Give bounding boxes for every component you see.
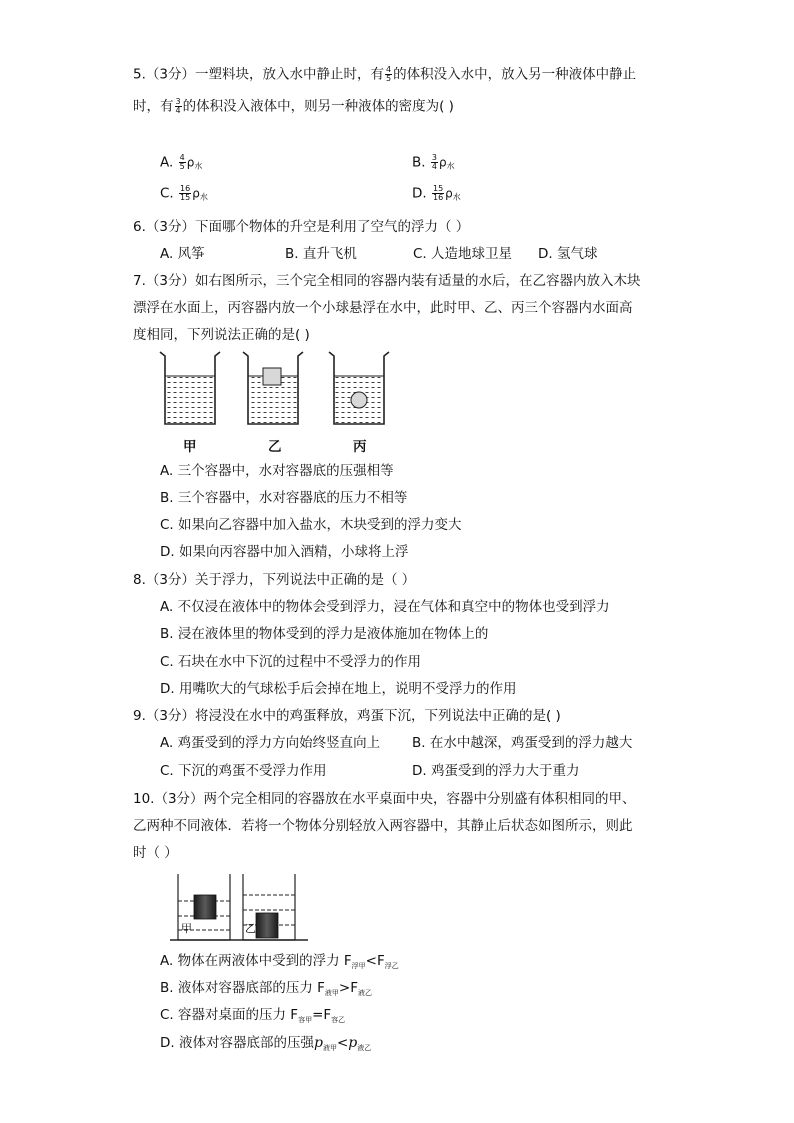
option-label: B.: [412, 154, 426, 171]
q10-option-a[interactable]: [160, 955, 399, 970]
q5-text: 的体积没入液体中，则另一种液体的密度为( ): [182, 98, 454, 115]
subscript: 容甲: [298, 1016, 313, 1024]
denominator: 16: [432, 193, 444, 202]
subscript: 浮甲: [351, 962, 366, 970]
wood-block: [263, 368, 281, 385]
question-10-line-2: 乙两种不同液体．若将一个物体分别轻放入两容器中，其静止后状态如图所示，则此: [133, 818, 633, 834]
option-text: C. 容器对桌面的压力 F: [160, 1007, 299, 1023]
question-8-stem: 8.（3分）关于浮力，下列说法中正确的是（ ）: [133, 572, 416, 588]
q8-option-a[interactable]: A. 不仅浸在液体中的物体会受到浮力，浸在气体和真空中的物体也受到浮力: [160, 599, 610, 615]
q9-option-d[interactable]: D. 鸡蛋受到的浮力大于重力: [412, 763, 580, 779]
q5-text: 5.（3分）一塑料块，放入水中静止时，有: [133, 66, 384, 83]
question-9-stem: 9.（3分）将浸没在水中的鸡蛋释放，鸡蛋下沉，下列说法中正确的是( ): [133, 708, 561, 724]
q10-option-b[interactable]: [160, 982, 372, 997]
container-bing: [329, 352, 389, 424]
numerator: 3: [175, 97, 181, 106]
label-jia: 甲: [183, 439, 197, 455]
subscript: 液乙: [357, 989, 372, 997]
option-label: C.: [160, 185, 174, 202]
numerator: 3: [431, 153, 437, 162]
numerator: 15: [432, 184, 444, 193]
q8-option-d[interactable]: D. 用嘴吹大的气球松手后会掉在地上，说明不受浮力的作用: [160, 681, 517, 697]
q5-option-d[interactable]: [412, 185, 461, 202]
numerator: 4: [179, 153, 185, 162]
q6-option-a[interactable]: A. 风筝: [160, 246, 205, 262]
small-ball: [351, 392, 367, 408]
fraction-4-5: [385, 66, 392, 83]
question-10-line-1: 10.（3分）两个完全相同的容器放在水平桌面中央，容器中分别盛有体积相同的甲、: [133, 791, 636, 807]
option-fraction: [431, 154, 438, 171]
q6-option-d[interactable]: D. 氢气球: [538, 246, 598, 262]
option-label: D.: [412, 185, 427, 202]
q5-option-c[interactable]: [160, 185, 208, 202]
option-fraction: [179, 185, 191, 202]
comparison: =F: [312, 1007, 332, 1023]
denominator: 5: [385, 74, 392, 83]
q5-option-b[interactable]: [412, 154, 455, 171]
label-yi: 乙: [268, 439, 282, 455]
option-text: D. 液体对容器底部的压强: [160, 1035, 314, 1051]
option-text: A. 物体在两液体中受到的浮力 F: [160, 953, 352, 969]
container-yi: [243, 352, 303, 424]
q5-text: 的体积没入水中，放入另一种液体中静止: [393, 66, 637, 83]
option-fraction: [179, 154, 186, 171]
subscript: 浮乙: [384, 962, 399, 970]
object-block: [194, 895, 216, 919]
q7-option-c[interactable]: C. 如果向乙容器中加入盐水，木块受到的浮力变大: [160, 517, 462, 533]
subscript: 液甲: [322, 1044, 337, 1052]
container-jia: [160, 352, 220, 424]
question-5-line-1: [133, 66, 636, 83]
option-fraction: [432, 185, 444, 202]
q9-option-b[interactable]: B. 在水中越深，鸡蛋受到的浮力越大: [412, 735, 633, 751]
q7-option-a[interactable]: A. 三个容器中，水对容器底的压强相等: [160, 463, 394, 479]
q5-text: 时，有: [133, 98, 174, 115]
option-text: B. 液体对容器底部的压力 F: [160, 980, 325, 996]
three-containers-figure: [155, 350, 405, 432]
object-block: [256, 913, 278, 938]
subscript: 水: [446, 161, 455, 171]
question-7-line-1: 7.（3分）如右图所示，三个完全相同的容器内装有适量的水后，在乙容器内放入木块: [133, 273, 641, 289]
comparison: >F: [338, 980, 358, 996]
subscript: 液乙: [357, 1044, 372, 1052]
numerator: 4: [385, 65, 392, 74]
subscript: 容乙: [331, 1016, 346, 1024]
q8-option-c[interactable]: C. 石块在水中下沉的过程中不受浮力的作用: [160, 654, 422, 670]
label-jia-10: 甲: [181, 922, 192, 935]
subscript: 水: [199, 192, 208, 202]
rho-symbol: ρ: [438, 155, 447, 170]
q10-option-d[interactable]: [160, 1036, 371, 1052]
comparison: <F: [365, 953, 385, 969]
denominator: 4: [431, 162, 437, 171]
question-7-line-2: 漂浮在水面上，丙容器内放一个小球悬浮在水中，此时甲、乙、丙三个容器内水面高: [133, 300, 633, 316]
q5-option-a[interactable]: [160, 154, 202, 171]
rho-symbol: ρ: [186, 155, 195, 170]
subscript: 水: [452, 192, 461, 202]
q9-option-c[interactable]: C. 下沉的鸡蛋不受浮力作用: [160, 763, 327, 779]
rho-symbol: ρ: [445, 186, 453, 201]
q7-option-b[interactable]: B. 三个容器中，水对容器底的压力不相等: [160, 490, 408, 506]
numerator: 16: [180, 184, 191, 193]
q9-option-a[interactable]: A. 鸡蛋受到的浮力方向始终竖直向上: [160, 735, 381, 751]
denominator: 15: [180, 193, 191, 202]
q7-option-d[interactable]: D. 如果向丙容器中加入酒精，小球将上浮: [160, 544, 409, 560]
label-yi-10: 乙: [245, 922, 256, 935]
label-bing: 丙: [353, 439, 367, 455]
subscript: 水: [194, 161, 203, 171]
comparison: <: [336, 1035, 349, 1051]
denominator: 4: [175, 106, 181, 115]
pressure-symbol: p: [313, 1035, 323, 1051]
q8-option-b[interactable]: B. 浸在液体里的物体受到的浮力是液体施加在物体上的: [160, 626, 489, 642]
fraction-3-4: [175, 98, 182, 115]
question-6-stem: 6.（3分）下面哪个物体的升空是利用了空气的浮力（ ）: [133, 219, 470, 235]
question-7-line-3: 度相同，下列说法正确的是( ): [133, 327, 310, 343]
pressure-symbol: p: [348, 1035, 358, 1051]
denominator: 5: [179, 162, 185, 171]
option-label: A.: [160, 154, 174, 171]
q10-option-c[interactable]: [160, 1009, 345, 1024]
q6-option-c[interactable]: C. 人造地球卫星: [413, 246, 513, 262]
rho-symbol: ρ: [192, 186, 200, 201]
subscript: 液甲: [324, 989, 339, 997]
question-10-line-3: 时（ ）: [133, 845, 178, 861]
question-5-line-2: [133, 98, 454, 115]
q6-option-b[interactable]: B. 直升飞机: [285, 246, 357, 262]
